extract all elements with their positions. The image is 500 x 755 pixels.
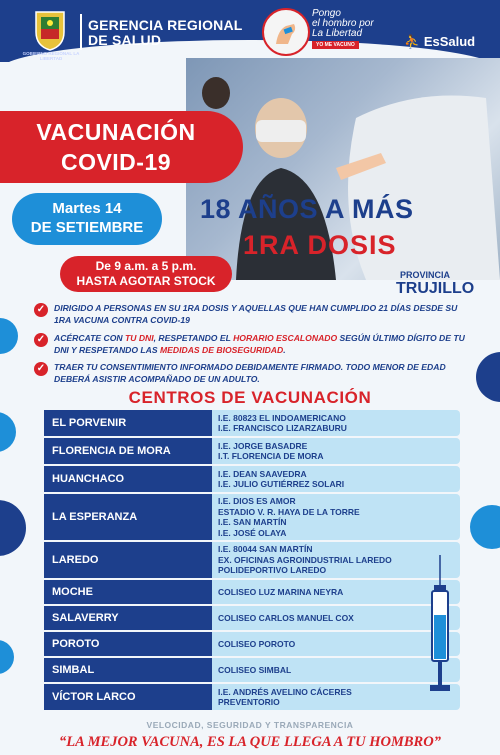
essalud-label: EsSalud	[423, 34, 476, 49]
campaign-text	[312, 9, 392, 39]
logo-caption: GOBIERNO REGIONAL LA LIBERTAD	[22, 51, 80, 61]
center-site: EX. OFICINAS AGROINDUSTRIAL LAREDO	[218, 554, 392, 565]
bullet-2-biosafety: MEDIDAS DE BIOSEGURIDAD	[160, 344, 284, 355]
center-site: I.E. 80823 EL INDOAMERICANO	[218, 412, 346, 423]
footer-slogan: “LA MEJOR VACUNA, ES LA QUE LLEGA A TU HOMBRO”	[59, 734, 441, 750]
center-sites	[212, 466, 460, 492]
province-name: TRUJILLO	[396, 280, 475, 297]
center-sites	[212, 632, 460, 656]
center-sites	[212, 410, 460, 436]
bullet-1-text: DIRIGIDO A PERSONAS EN SU 1RA DOSIS Y AQUELLAS QUE HAN CUMPLIDO 21 DÍAS DESDE SU 1RA VACUNA CONTRA COVID-19	[54, 303, 458, 325]
center-district: MOCHE	[44, 580, 212, 604]
province-label: PROVINCIA	[400, 270, 451, 280]
organization-name	[88, 18, 243, 48]
center-district: EL PORVENIR	[44, 410, 212, 436]
center-site: I.E. JULIO GUTIÉRREZ SOLARI	[218, 479, 345, 489]
center-district: LA ESPERANZA	[44, 494, 212, 540]
header-divider	[80, 14, 82, 50]
center-row	[44, 494, 460, 540]
decor-circle	[0, 318, 18, 354]
center-site: I.T. FLORENCIA DE MORA	[218, 451, 324, 461]
decor-circle	[0, 640, 14, 674]
date-line-1: Martes 14	[52, 200, 122, 217]
campaign-line-3: La Libertad	[312, 28, 363, 39]
bullet-requirements	[34, 333, 474, 356]
center-site: COLISEO LUZ MARINA NEYRA	[218, 586, 344, 597]
bullet-consent	[34, 362, 474, 385]
center-district: FLORENCIA DE MORA	[44, 438, 212, 464]
check-icon: ✓	[34, 333, 48, 347]
bullet-3-text: TRAER TU CONSENTIMIENTO INFORMADO DEBIDAMENTE FIRMADO. TODO MENOR DE EDAD DEBERÁ ASISTIR ACOMPAÑADO DE UN ADULTO.	[54, 362, 446, 384]
center-sites	[212, 684, 460, 710]
campaign-tag: YO ME VACUNO	[312, 41, 359, 49]
center-district: LAREDO	[44, 542, 212, 578]
target-dose: 1RA DOSIS	[243, 230, 397, 260]
center-sites	[212, 580, 460, 604]
center-site: I.E. DIOS ES AMOR	[218, 496, 296, 506]
center-district: VÍCTOR LARCO	[44, 684, 212, 710]
center-district: HUANCHACO	[44, 466, 212, 492]
centers-table	[44, 410, 460, 712]
center-row	[44, 632, 460, 656]
centers-title: CENTROS DE VACUNACIÓN	[128, 388, 372, 407]
center-row	[44, 410, 460, 436]
people-icon: ⛹	[404, 34, 424, 49]
decor-circle	[470, 505, 500, 549]
bullet-2-schedule: HORARIO ESCALONADO	[233, 333, 338, 343]
date-line-2: DE SETIEMBRE	[30, 219, 144, 236]
center-site: COLISEO POROTO	[218, 638, 296, 649]
center-site: COLISEO SIMBAL	[218, 664, 292, 675]
center-site: I.E. SAN MARTÍN	[218, 517, 287, 527]
center-site: COLISEO CARLOS MANUEL COX	[218, 612, 354, 623]
campaign-title	[0, 117, 232, 177]
check-icon: ✓	[34, 362, 48, 376]
bullet-2-dni: TU DNI	[124, 333, 154, 343]
org-line-1: GERENCIA REGIONAL	[88, 17, 243, 33]
center-district: SALAVERRY	[44, 606, 212, 630]
center-site: I.E. 80044 SAN MARTÍN	[218, 544, 313, 555]
center-site: I.E. JORGE BASADRE	[218, 440, 308, 451]
footer-tagline: VELOCIDAD, SEGURIDAD Y TRANSPARENCIA	[146, 720, 354, 730]
bullet-2-part-c: , RESPETANDO EL	[153, 333, 234, 343]
center-site: I.E. DEAN SAAVEDRA	[218, 468, 307, 479]
center-row	[44, 466, 460, 492]
schedule-hours	[60, 259, 232, 289]
target-age: 18 AÑOS A MÁS	[200, 194, 414, 224]
center-site: I.E. FRANCISCO LIZARZABURU	[218, 423, 347, 433]
hours-line-2: HASTA AGOTAR STOCK	[76, 274, 216, 288]
center-row	[44, 658, 460, 682]
check-icon: ✓	[34, 303, 48, 317]
org-line-2: DE SALUD	[88, 32, 162, 48]
title-line-1: VACUNACIÓN	[36, 119, 196, 145]
campaign-line-1: Pongo	[312, 8, 341, 19]
campaign-arm-icon	[262, 8, 310, 56]
center-row	[44, 542, 460, 578]
bullet-eligibility	[34, 303, 474, 326]
center-site: I.E. JOSÉ OLAYA	[218, 527, 287, 538]
center-district: POROTO	[44, 632, 212, 656]
center-row	[44, 438, 460, 464]
center-row	[44, 580, 460, 604]
decor-circle	[0, 412, 16, 452]
center-district: SIMBAL	[44, 658, 212, 682]
essalud-logo	[404, 34, 475, 50]
center-sites	[212, 658, 460, 682]
bullet-2-end: .	[283, 344, 286, 355]
bullet-2-part-a: ACÉRCATE CON	[54, 333, 125, 343]
center-site: ESTADIO V. R. HAYA DE LA TORRE	[218, 506, 360, 517]
center-sites	[212, 542, 460, 578]
event-date	[12, 199, 162, 237]
center-row	[44, 606, 460, 630]
campaign-line-2: el hombro por	[312, 18, 374, 29]
center-site: PREVENTORIO	[218, 697, 280, 707]
decor-circle	[0, 500, 26, 556]
center-sites	[212, 606, 460, 630]
center-row	[44, 684, 460, 710]
title-line-2: COVID-19	[60, 149, 172, 175]
syringe-icon	[425, 555, 455, 705]
center-site: I.E. ANDRÉS AVELINO CÁCERES	[218, 686, 352, 697]
bullet-2-part-e: SEGÚN ÚLTIMO DÍGITO DE TU DNI Y RESPETANDO LAS	[54, 333, 465, 355]
center-sites	[212, 494, 460, 540]
center-sites	[212, 438, 460, 464]
center-site: POLIDEPORTIVO LAREDO	[218, 565, 327, 576]
hours-line-1: De 9 a.m. a 5 p.m.	[95, 259, 197, 273]
